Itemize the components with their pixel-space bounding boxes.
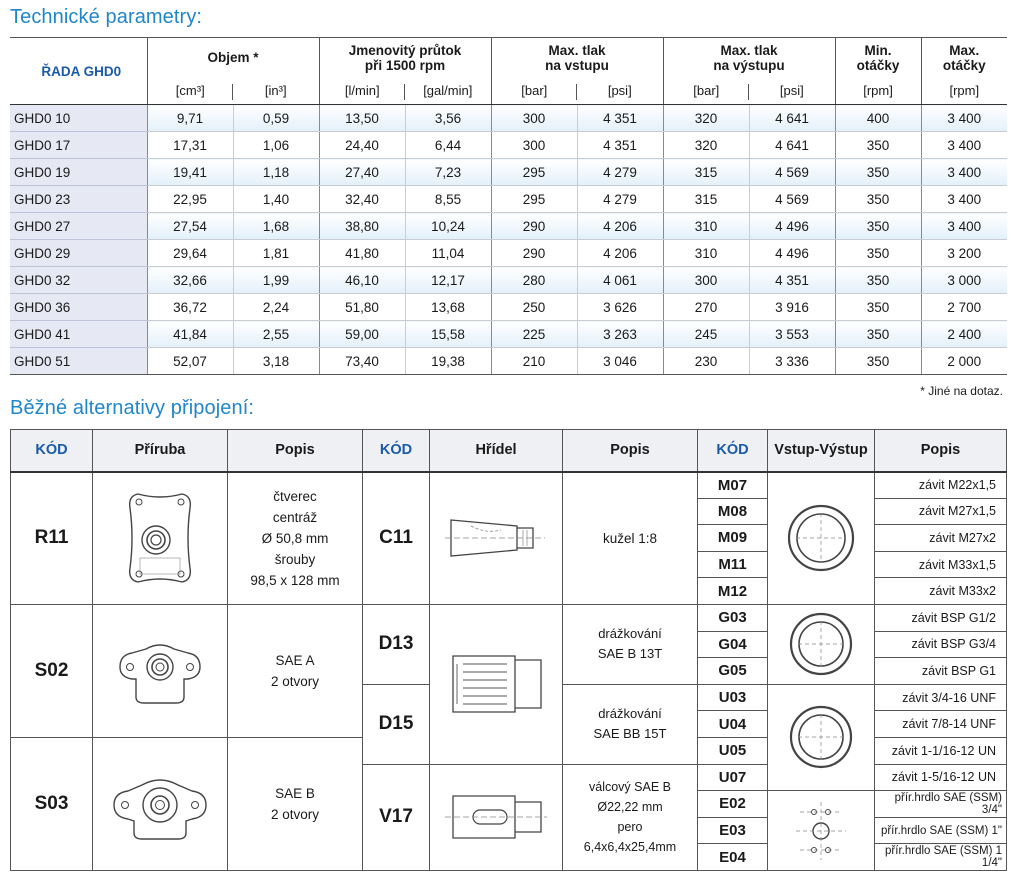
- table-cell: 350: [835, 159, 921, 186]
- header-shaft: Hřídel: [430, 430, 563, 472]
- table-cell: 3 916: [749, 294, 835, 321]
- table-cell: 36,72: [147, 294, 233, 321]
- shaft-v17-drawing: [430, 764, 563, 870]
- table-cell: 4 061: [577, 267, 663, 294]
- model-name: GHD0 41: [10, 321, 147, 348]
- table-cell: 32,66: [147, 267, 233, 294]
- table-row: [10, 240, 1007, 267]
- table-cell: 51,80: [319, 294, 405, 321]
- table-row: [10, 294, 1007, 321]
- port-code: G03: [698, 604, 768, 631]
- table-cell: 1,18: [233, 159, 319, 186]
- shaft-code: V17: [363, 764, 430, 870]
- flange-s03-drawing: [93, 737, 228, 870]
- header-description: Popis: [563, 430, 698, 472]
- table-cell: 11,04: [405, 240, 491, 267]
- table-cell: 315: [663, 159, 749, 186]
- table-cell: 0,59: [233, 105, 319, 132]
- table-cell: 2,24: [233, 294, 319, 321]
- table-row: [10, 213, 1007, 240]
- shaft-c11-drawing: [430, 472, 563, 605]
- model-name: GHD0 36: [10, 294, 147, 321]
- table-cell: 350: [835, 186, 921, 213]
- table-cell: 8,55: [405, 186, 491, 213]
- table-cell: 3 046: [577, 348, 663, 375]
- table-cell: 3 553: [749, 321, 835, 348]
- port-code: U05: [698, 737, 768, 764]
- port-description: přír.hrdlo SAE (SSM) 3/4": [875, 791, 1007, 818]
- table-cell: 3 400: [921, 105, 1007, 132]
- table-cell: 4 351: [749, 267, 835, 294]
- table-cell: 320: [663, 105, 749, 132]
- port-description: závit 1-5/16-12 UN: [875, 764, 1007, 791]
- table-cell: 27,40: [319, 159, 405, 186]
- header-flange: Příruba: [93, 430, 228, 472]
- shaft-description: drážkování SAE BB 15T: [563, 684, 698, 764]
- technical-parameters-table: [10, 37, 1007, 375]
- port-description: přír.hrdlo SAE (SSM) 1": [875, 817, 1007, 844]
- port-unf-drawing: [768, 684, 875, 790]
- port-description: závit BSP G3/4: [875, 631, 1007, 658]
- port-code: M12: [698, 578, 768, 605]
- column-group-header: Min. otáčky: [835, 38, 921, 78]
- flange-code: S02: [11, 604, 93, 737]
- table-cell: 4 641: [749, 132, 835, 159]
- table-cell: 350: [835, 267, 921, 294]
- table-cell: 4 279: [577, 159, 663, 186]
- table-cell: 300: [491, 105, 577, 132]
- port-code: M07: [698, 472, 768, 499]
- table-cell: 22,95: [147, 186, 233, 213]
- table-row: [10, 186, 1007, 213]
- table-cell: 29,64: [147, 240, 233, 267]
- table-cell: 350: [835, 321, 921, 348]
- table-cell: 4 351: [577, 105, 663, 132]
- shaft-description: drážkování SAE B 13T: [563, 604, 698, 684]
- port-description: závit M27x1,5: [875, 498, 1007, 525]
- header-code: KÓD: [11, 430, 93, 472]
- table-cell: 3 336: [749, 348, 835, 375]
- table-cell: 27,54: [147, 213, 233, 240]
- port-description: závit M33x1,5: [875, 551, 1007, 578]
- table-cell: 250: [491, 294, 577, 321]
- shaft-description: válcový SAE B Ø22,22 mm pero 6,4x6,4x25,4mm: [563, 764, 698, 870]
- model-name: GHD0 51: [10, 348, 147, 375]
- table-cell: 3 200: [921, 240, 1007, 267]
- section-title-technical-parameters: Technické parametry:: [10, 6, 203, 28]
- column-group-header: Max. tlak na výstupu: [663, 38, 835, 78]
- shaft-code: D13: [363, 604, 430, 684]
- table-cell: 10,24: [405, 213, 491, 240]
- table-cell: 350: [835, 240, 921, 267]
- port-code: M09: [698, 525, 768, 552]
- table-cell: 270: [663, 294, 749, 321]
- table-cell: 400: [835, 105, 921, 132]
- port-description: závit M27x2: [875, 525, 1007, 552]
- table-row: [10, 348, 1007, 375]
- shaft-spline-drawing: [430, 604, 563, 764]
- unit-header: [gal/min]: [405, 78, 491, 105]
- table-cell: 13,68: [405, 294, 491, 321]
- unit-header: [in³]: [233, 78, 319, 105]
- port-description: závit 3/4-16 UNF: [875, 684, 1007, 711]
- table-cell: 290: [491, 213, 577, 240]
- table-cell: 2 400: [921, 321, 1007, 348]
- table-cell: 310: [663, 213, 749, 240]
- table-cell: 6,44: [405, 132, 491, 159]
- table-cell: 24,40: [319, 132, 405, 159]
- model-name: GHD0 29: [10, 240, 147, 267]
- table-cell: 295: [491, 159, 577, 186]
- table-cell: 2,55: [233, 321, 319, 348]
- port-sae-flange-drawing: [768, 791, 875, 871]
- table-cell: 46,10: [319, 267, 405, 294]
- table-cell: 245: [663, 321, 749, 348]
- flange-description: SAE A 2 otvory: [228, 604, 363, 737]
- table-cell: 350: [835, 132, 921, 159]
- model-name: GHD0 17: [10, 132, 147, 159]
- table-cell: 41,84: [147, 321, 233, 348]
- flange-code: R11: [11, 472, 93, 605]
- table-cell: 4 569: [749, 186, 835, 213]
- port-code: E03: [698, 817, 768, 844]
- table-cell: 225: [491, 321, 577, 348]
- column-group-header: Max. otáčky: [921, 38, 1007, 78]
- port-metric-drawing: [768, 472, 875, 605]
- table-row: [10, 321, 1007, 348]
- port-bsp-drawing: [768, 604, 875, 684]
- table-cell: 4 206: [577, 240, 663, 267]
- port-code: U03: [698, 684, 768, 711]
- model-name: GHD0 27: [10, 213, 147, 240]
- table-cell: 3 400: [921, 213, 1007, 240]
- port-description: závit BSP G1/2: [875, 604, 1007, 631]
- table-cell: 4 206: [577, 213, 663, 240]
- table-cell: 3 263: [577, 321, 663, 348]
- port-code: E04: [698, 844, 768, 871]
- flange-code: S03: [11, 737, 93, 870]
- table-cell: 4 351: [577, 132, 663, 159]
- table-cell: 230: [663, 348, 749, 375]
- table-cell: 59,00: [319, 321, 405, 348]
- header-code: KÓD: [363, 430, 430, 472]
- port-description: závit BSP G1: [875, 658, 1007, 685]
- table-cell: 350: [835, 213, 921, 240]
- port-code: U07: [698, 764, 768, 791]
- table-cell: 15,58: [405, 321, 491, 348]
- header-description: Popis: [875, 430, 1007, 472]
- flange-r11-drawing: [93, 472, 228, 605]
- unit-header: [bar]: [663, 78, 749, 105]
- model-name: GHD0 32: [10, 267, 147, 294]
- table-cell: 2 000: [921, 348, 1007, 375]
- section-title-alternatives: Běžné alternativy připojení:: [10, 397, 255, 419]
- model-name: GHD0 23: [10, 186, 147, 213]
- header-port: Vstup-Výstup: [768, 430, 875, 472]
- table-cell: 290: [491, 240, 577, 267]
- port-code: U04: [698, 711, 768, 738]
- table-cell: 210: [491, 348, 577, 375]
- table-cell: 1,99: [233, 267, 319, 294]
- table-row: [10, 159, 1007, 186]
- table-cell: 315: [663, 186, 749, 213]
- unit-header: [rpm]: [835, 78, 921, 105]
- table-cell: 9,71: [147, 105, 233, 132]
- table-cell: 3 000: [921, 267, 1007, 294]
- unit-header: [bar]: [491, 78, 577, 105]
- unit-header: [cm³]: [147, 78, 233, 105]
- connection-alternatives-table: [10, 429, 1007, 871]
- table-cell: 41,80: [319, 240, 405, 267]
- table-cell: 295: [491, 186, 577, 213]
- table-cell: 320: [663, 132, 749, 159]
- table-cell: 350: [835, 348, 921, 375]
- table-cell: 38,80: [319, 213, 405, 240]
- table-row: [10, 132, 1007, 159]
- table-cell: 300: [491, 132, 577, 159]
- table-cell: 1,06: [233, 132, 319, 159]
- table-cell: 3 400: [921, 159, 1007, 186]
- table-cell: 4 569: [749, 159, 835, 186]
- flange-s02-drawing: [93, 604, 228, 737]
- table-cell: 19,41: [147, 159, 233, 186]
- port-code: M11: [698, 551, 768, 578]
- table-cell: 73,40: [319, 348, 405, 375]
- port-description: závit M33x2: [875, 578, 1007, 605]
- column-group-header: Objem *: [147, 38, 319, 78]
- table-row: [10, 105, 1007, 132]
- table-cell: 1,68: [233, 213, 319, 240]
- footnote: * Jiné na dotaz.: [920, 384, 1003, 398]
- table-row: [10, 267, 1007, 294]
- unit-header: [rpm]: [921, 78, 1007, 105]
- table-cell: 1,81: [233, 240, 319, 267]
- table-cell: 310: [663, 240, 749, 267]
- port-code: G04: [698, 631, 768, 658]
- table-cell: 4 496: [749, 213, 835, 240]
- table-cell: 3,18: [233, 348, 319, 375]
- flange-description: SAE B 2 otvory: [228, 737, 363, 870]
- shaft-description: kužel 1:8: [563, 472, 698, 605]
- port-description: závit 7/8-14 UNF: [875, 711, 1007, 738]
- table-cell: 2 700: [921, 294, 1007, 321]
- table-cell: 350: [835, 294, 921, 321]
- table-cell: 3,56: [405, 105, 491, 132]
- unit-header: [l/min]: [319, 78, 405, 105]
- table-cell: 13,50: [319, 105, 405, 132]
- shaft-code: C11: [363, 472, 430, 605]
- series-label: ŘADA GHD0: [10, 38, 147, 105]
- shaft-code: D15: [363, 684, 430, 764]
- table-cell: 52,07: [147, 348, 233, 375]
- model-name: GHD0 10: [10, 105, 147, 132]
- port-description: přír.hrdlo SAE (SSM) 1 1/4": [875, 844, 1007, 871]
- table-cell: 3 400: [921, 132, 1007, 159]
- table-cell: 3 400: [921, 186, 1007, 213]
- table-cell: 300: [663, 267, 749, 294]
- header-description: Popis: [228, 430, 363, 472]
- unit-header: [psi]: [577, 78, 663, 105]
- table-cell: 12,17: [405, 267, 491, 294]
- flange-description: čtverec centráž Ø 50,8 mm šrouby 98,5 x 128 mm: [228, 472, 363, 605]
- unit-header: [psi]: [749, 78, 835, 105]
- table-cell: 3 626: [577, 294, 663, 321]
- table-cell: 19,38: [405, 348, 491, 375]
- port-description: závit M22x1,5: [875, 472, 1007, 499]
- column-group-header: Jmenovitý průtok při 1500 rpm: [319, 38, 491, 78]
- table-cell: 1,40: [233, 186, 319, 213]
- model-name: GHD0 19: [10, 159, 147, 186]
- table-cell: 32,40: [319, 186, 405, 213]
- port-code: E02: [698, 791, 768, 818]
- header-code: KÓD: [698, 430, 768, 472]
- table-cell: 4 279: [577, 186, 663, 213]
- column-group-header: Max. tlak na vstupu: [491, 38, 663, 78]
- table-cell: 7,23: [405, 159, 491, 186]
- table-cell: 4 496: [749, 240, 835, 267]
- port-description: závit 1-1/16-12 UN: [875, 737, 1007, 764]
- table-cell: 4 641: [749, 105, 835, 132]
- table-cell: 280: [491, 267, 577, 294]
- table-cell: 17,31: [147, 132, 233, 159]
- port-code: G05: [698, 658, 768, 685]
- port-code: M08: [698, 498, 768, 525]
